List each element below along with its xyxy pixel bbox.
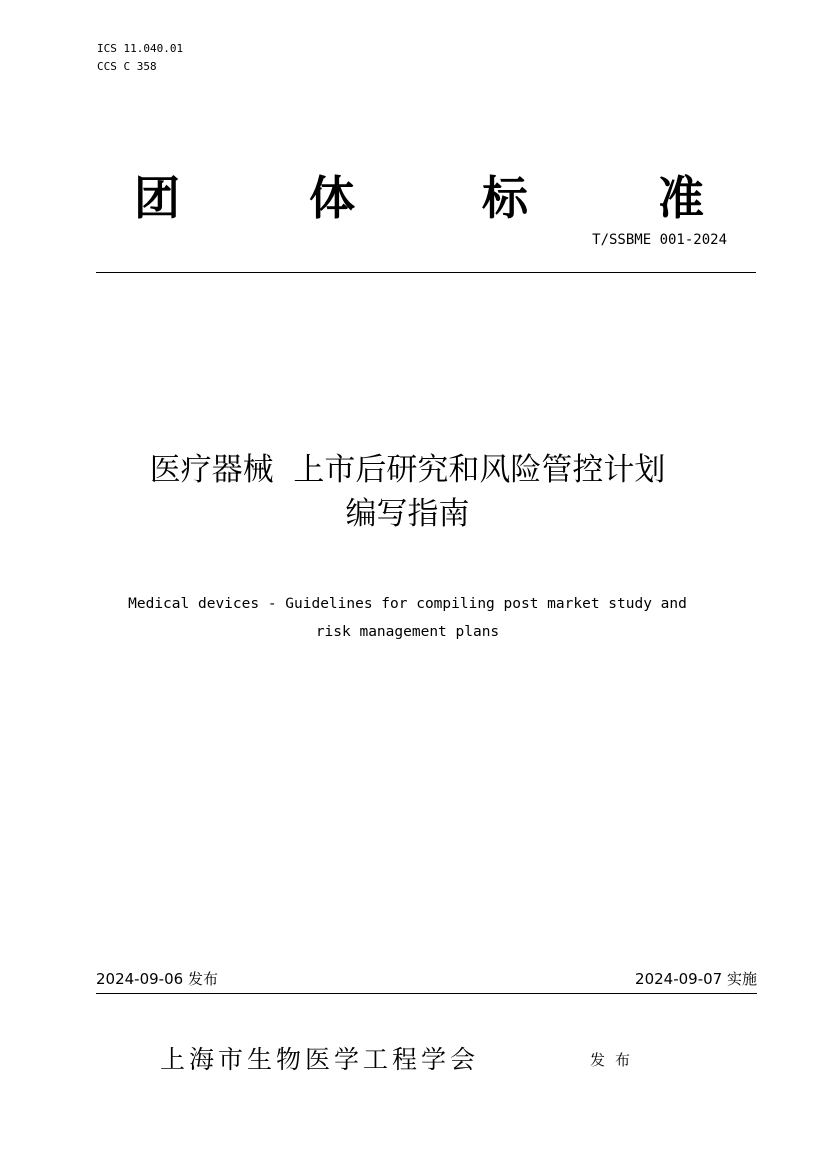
- implement-date: 2024-09-07 实施: [635, 970, 757, 988]
- english-title-line-2: risk management plans: [315, 624, 500, 640]
- english-title: [0, 590, 815, 646]
- publisher-action: 发布: [590, 1051, 641, 1069]
- standard-type-char-2: 体: [309, 171, 355, 225]
- ccs-code: CCS C 358: [97, 60, 157, 73]
- chinese-title-line-1: 医疗器械 上市后研究和风险管控计划: [149, 452, 666, 488]
- chinese-title: [0, 448, 815, 536]
- chinese-title-line-2: 编写指南: [345, 496, 470, 532]
- standard-type-char-1: 团: [134, 171, 180, 225]
- standard-type-char-3: 标: [482, 171, 528, 225]
- ics-code: ICS 11.040.01: [97, 42, 184, 55]
- publisher-name: 上海市生物医学工程学会: [160, 1045, 480, 1074]
- top-divider: [96, 272, 756, 273]
- classification-codes: [97, 40, 183, 76]
- standard-type-char-4: 准: [658, 171, 704, 225]
- english-title-line-1: Medical devices - Guidelines for compiling post market study and: [128, 596, 687, 612]
- bottom-divider: [96, 993, 757, 994]
- publish-date: 2024-09-06 发布: [96, 970, 218, 988]
- date-row: [96, 967, 757, 993]
- standard-number: T/SSBME 001-2024: [592, 232, 727, 248]
- standard-type-heading: [0, 168, 815, 228]
